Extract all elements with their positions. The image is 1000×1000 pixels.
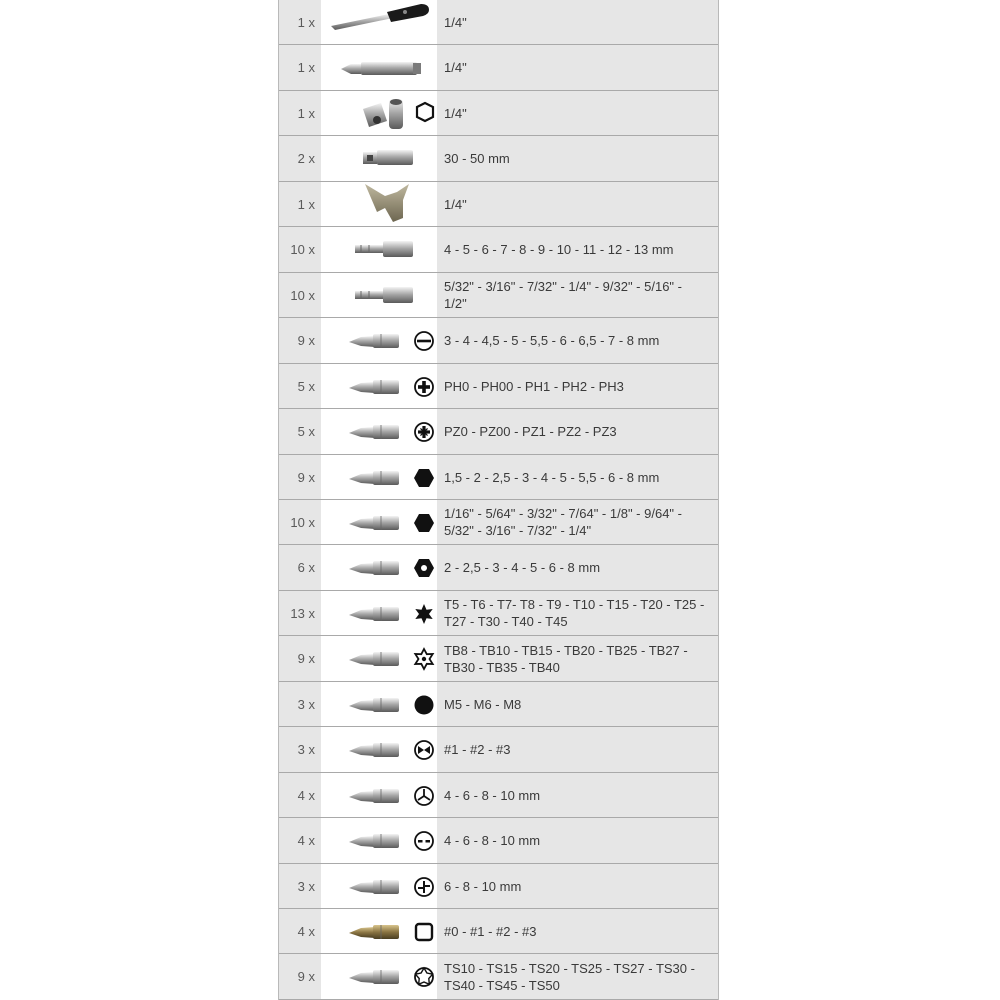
table-row — [279, 227, 718, 273]
table-row — [279, 954, 718, 1000]
tool-image-cell — [321, 136, 437, 181]
bit-icon — [349, 789, 399, 803]
quantity-cell: 13 x — [279, 591, 321, 635]
table-row — [279, 136, 718, 182]
tool-image-cell — [321, 818, 437, 863]
bit-icon — [349, 471, 399, 485]
table-row — [279, 773, 718, 818]
bowtie-icon — [415, 741, 433, 759]
tool-illustration — [321, 273, 437, 317]
phillips-icon — [415, 378, 433, 396]
quantity-cell: 4 x — [279, 909, 321, 953]
size-description: #0 - #1 - #2 - #3 — [437, 909, 718, 953]
size-description: 1,5 - 2 - 2,5 - 3 - 4 - 5 - 5,5 - 6 - 8 mm — [437, 455, 718, 499]
quantity-cell: 1 x — [279, 182, 321, 226]
size-description: PH0 - PH00 - PH1 - PH2 - PH3 — [437, 364, 718, 408]
table-row — [279, 500, 718, 545]
tool-illustration — [321, 364, 437, 408]
torx-pin-icon — [415, 649, 432, 669]
torq-set-icon — [415, 878, 433, 896]
table-row — [279, 409, 718, 455]
tool-image-cell — [321, 773, 437, 817]
table-row — [279, 455, 718, 500]
hex-icon — [414, 514, 434, 532]
tool-image-cell — [321, 591, 437, 635]
hex-pin-icon — [414, 559, 434, 577]
tool-illustration — [321, 136, 437, 180]
size-description: 6 - 8 - 10 mm — [437, 864, 718, 908]
table-row — [279, 318, 718, 364]
spanner-icon — [415, 832, 433, 850]
hex-icon — [414, 469, 434, 487]
pentalobe-icon — [415, 968, 433, 986]
quantity-cell: 3 x — [279, 864, 321, 908]
socket-adapter-icon — [363, 99, 433, 129]
pozidriv-icon — [415, 423, 433, 441]
tool-image-cell — [321, 45, 437, 90]
tool-illustration — [321, 409, 437, 453]
table-row — [279, 0, 718, 45]
size-description: 3 - 4 - 4,5 - 5 - 5,5 - 6 - 6,5 - 7 - 8 mm — [437, 318, 718, 363]
tool-illustration — [321, 591, 437, 635]
tool-image-cell — [321, 364, 437, 408]
quantity-cell: 6 x — [279, 545, 321, 590]
bit-icon — [349, 970, 399, 984]
tool-image-cell — [321, 227, 437, 272]
spline-icon — [415, 696, 434, 715]
tool-illustration — [321, 0, 437, 44]
quantity-cell: 3 x — [279, 682, 321, 726]
bit-icon — [349, 880, 399, 894]
bit-icon — [349, 925, 399, 939]
tool-illustration — [321, 773, 437, 817]
size-description: M5 - M6 - M8 — [437, 682, 718, 726]
tool-image-cell — [321, 409, 437, 454]
tool-image-cell — [321, 455, 437, 499]
size-description: 4 - 6 - 8 - 10 mm — [437, 818, 718, 863]
size-description: 4 - 6 - 8 - 10 mm — [437, 773, 718, 817]
table-row — [279, 182, 718, 227]
tool-illustration — [321, 727, 437, 771]
size-description: #1 - #2 - #3 — [437, 727, 718, 772]
quantity-cell: 10 x — [279, 227, 321, 272]
table-row — [279, 864, 718, 909]
tool-image-cell — [321, 954, 437, 999]
tool-illustration — [321, 91, 437, 135]
quantity-cell: 10 x — [279, 500, 321, 544]
quantity-cell: 4 x — [279, 773, 321, 817]
quantity-cell: 9 x — [279, 318, 321, 363]
size-description: 1/4" — [437, 0, 718, 44]
slotted-icon — [415, 332, 433, 350]
bit-icon — [349, 743, 399, 757]
quantity-cell: 9 x — [279, 455, 321, 499]
size-description: 5/32" - 3/16" - 7/32" - 1/4" - 9/32" - 5/16" - 1/2" — [437, 273, 718, 317]
tool-illustration — [321, 864, 437, 908]
bit-icon — [349, 652, 399, 666]
table-row — [279, 727, 718, 773]
tool-illustration — [321, 182, 437, 226]
tool-image-cell — [321, 909, 437, 953]
table-row — [279, 682, 718, 727]
table-row — [279, 45, 718, 91]
table-row — [279, 545, 718, 591]
table-row — [279, 273, 718, 318]
tool-image-cell — [321, 318, 437, 363]
quantity-cell: 9 x — [279, 954, 321, 999]
tool-image-cell — [321, 727, 437, 772]
bit-icon — [349, 607, 399, 621]
tool-illustration — [321, 318, 437, 362]
size-description: PZ0 - PZ00 - PZ1 - PZ2 - PZ3 — [437, 409, 718, 454]
table-row — [279, 909, 718, 954]
torx-icon — [415, 604, 432, 624]
tool-illustration — [321, 818, 437, 862]
size-description: 2 - 2,5 - 3 - 4 - 5 - 6 - 8 mm — [437, 545, 718, 590]
tool-illustration — [321, 45, 437, 89]
table-row — [279, 818, 718, 864]
tool-image-cell — [321, 864, 437, 908]
size-description: 1/4" — [437, 91, 718, 135]
size-description: 30 - 50 mm — [437, 136, 718, 181]
table-row — [279, 591, 718, 636]
tool-illustration — [321, 455, 437, 499]
table-row — [279, 636, 718, 682]
quantity-cell: 1 x — [279, 0, 321, 44]
tool-image-cell — [321, 0, 437, 44]
nut-setter-icon — [355, 287, 413, 303]
quantity-cell: 5 x — [279, 409, 321, 454]
size-description: 1/4" — [437, 182, 718, 226]
tool-illustration — [321, 500, 437, 544]
quantity-cell: 2 x — [279, 136, 321, 181]
tool-illustration — [321, 909, 437, 953]
size-description: 1/16" - 5/64" - 3/32" - 7/64" - 1/8" - 9/64" - 5/32" - 3/16" - 7/32" - 1/4" — [437, 500, 718, 544]
screwdriver-handle-icon — [331, 4, 429, 30]
size-description: 1/4" — [437, 45, 718, 90]
tri-wing-icon — [415, 787, 433, 805]
tool-illustration — [321, 545, 437, 589]
bit-icon — [349, 334, 399, 348]
tool-image-cell — [321, 636, 437, 681]
nut-setter-icon — [355, 241, 413, 257]
quantity-cell: 9 x — [279, 636, 321, 681]
tool-image-cell — [321, 91, 437, 135]
tool-image-cell — [321, 500, 437, 544]
tool-illustration — [321, 636, 437, 680]
size-description: TS10 - TS15 - TS20 - TS25 - TS27 - TS30 - TS40 - TS45 - TS50 — [437, 954, 718, 999]
bit-holder-icon — [341, 62, 421, 75]
tool-illustration — [321, 682, 437, 726]
bit-icon — [349, 698, 399, 712]
quantity-cell: 3 x — [279, 727, 321, 772]
tool-image-cell — [321, 182, 437, 226]
table-row — [279, 91, 718, 136]
tool-image-cell — [321, 273, 437, 317]
quantity-cell: 10 x — [279, 273, 321, 317]
bit-icon — [349, 561, 399, 575]
size-description: TB8 - TB10 - TB15 - TB20 - TB25 - TB27 - TB30 - TB35 - TB40 — [437, 636, 718, 681]
tool-image-cell — [321, 545, 437, 590]
tool-illustration — [321, 954, 437, 998]
bit-icon — [349, 834, 399, 848]
quantity-cell: 1 x — [279, 45, 321, 90]
quantity-cell: 5 x — [279, 364, 321, 408]
bit-icon — [349, 516, 399, 530]
size-description: T5 - T6 - T7- T8 - T9 - T10 - T15 - T20 - T25 - T27 - T30 - T40 - T45 — [437, 591, 718, 635]
table-row — [279, 364, 718, 409]
quantity-cell: 1 x — [279, 91, 321, 135]
bit-set-table — [278, 0, 719, 1000]
y-adapter-icon — [365, 184, 409, 222]
bit-icon — [349, 380, 399, 394]
quantity-cell: 4 x — [279, 818, 321, 863]
tool-illustration — [321, 227, 437, 271]
bit-icon — [349, 425, 399, 439]
square-icon — [416, 924, 432, 940]
tool-image-cell — [321, 682, 437, 726]
adapter-bit-icon — [363, 150, 413, 165]
size-description: 4 - 5 - 6 - 7 - 8 - 9 - 10 - 11 - 12 - 13 mm — [437, 227, 718, 272]
